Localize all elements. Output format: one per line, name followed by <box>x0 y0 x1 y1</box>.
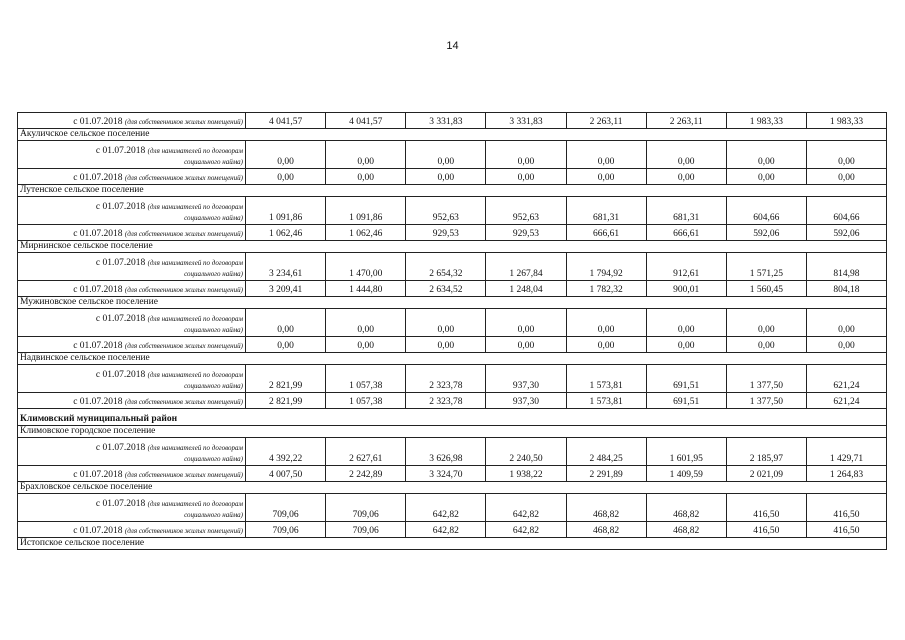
tariff-value-cell: 416,50 <box>726 522 806 538</box>
tariff-value-cell: 804,18 <box>806 281 886 297</box>
tariff-value-cell: 1 794,92 <box>566 253 646 281</box>
settlement-header-row <box>18 129 887 141</box>
tariff-value-cell: 681,31 <box>646 197 726 225</box>
row-label <box>18 197 246 225</box>
settlement-header-row <box>18 353 887 365</box>
tariff-value-cell: 709,06 <box>326 522 406 538</box>
tariff-value-cell: 0,00 <box>406 141 486 169</box>
tariff-value-cell: 0,00 <box>726 169 806 185</box>
row-date: с 01.07.2018 <box>95 370 146 380</box>
row-label <box>18 253 246 281</box>
settlement-header-row <box>18 297 887 309</box>
tariff-value-cell: 666,61 <box>646 225 726 241</box>
settlement-name: Климовское городское поселение <box>18 426 887 438</box>
row-note: (для нанимателей по договорам <box>147 147 243 155</box>
tariff-value-cell: 642,82 <box>406 522 486 538</box>
row-label <box>18 309 246 337</box>
settlement-name: Акуличское сельское поселение <box>18 129 887 141</box>
tariff-value-cell: 468,82 <box>646 494 726 522</box>
tariff-value-cell: 1 938,22 <box>486 466 566 482</box>
row-label <box>18 113 246 129</box>
tariff-value-cell: 2 323,78 <box>406 365 486 393</box>
tariff-value-cell: 952,63 <box>486 197 566 225</box>
settlement-name: Лутенское сельское поселение <box>18 185 887 197</box>
table-row <box>18 466 887 482</box>
tariff-value-cell: 642,82 <box>486 522 566 538</box>
tariff-value-cell: 416,50 <box>806 494 886 522</box>
tariff-value-cell: 0,00 <box>726 309 806 337</box>
tariff-value-cell: 3 331,83 <box>406 113 486 129</box>
row-label <box>18 494 246 522</box>
district-name: Климовский муниципальный район <box>18 409 887 426</box>
tariff-value-cell: 1 573,81 <box>566 393 646 409</box>
tariff-value-cell: 709,06 <box>246 522 326 538</box>
tariff-value-cell: 2 323,78 <box>406 393 486 409</box>
tariff-value-cell: 0,00 <box>406 337 486 353</box>
tariff-value-cell: 952,63 <box>406 197 486 225</box>
tariff-value-cell: 0,00 <box>726 141 806 169</box>
tariff-value-cell: 2 242,89 <box>326 466 406 482</box>
tariff-value-cell: 592,06 <box>726 225 806 241</box>
row-date: с 01.07.2018 <box>73 470 123 480</box>
row-label <box>18 365 246 393</box>
tariff-value-cell: 1 377,50 <box>726 365 806 393</box>
table-row <box>18 337 887 353</box>
row-date: с 01.07.2018 <box>73 117 123 127</box>
tariff-value-cell: 3 209,41 <box>246 281 326 297</box>
tariff-value-cell: 0,00 <box>486 169 566 185</box>
row-date: с 01.07.2018 <box>95 146 146 156</box>
tariff-value-cell: 0,00 <box>806 309 886 337</box>
table-row <box>18 393 887 409</box>
settlement-header-row <box>18 185 887 197</box>
tariff-value-cell: 1 429,71 <box>806 438 886 466</box>
tariff-value-cell: 0,00 <box>646 309 726 337</box>
tariff-value-cell: 1 560,45 <box>726 281 806 297</box>
tariff-value-cell: 1 377,50 <box>726 393 806 409</box>
settlement-header-row <box>18 538 887 550</box>
row-note: (для собственников жилых помещений) <box>124 342 243 350</box>
row-date: с 01.07.2018 <box>95 202 146 212</box>
tariff-value-cell: 3 234,61 <box>246 253 326 281</box>
tariff-value-cell: 1 264,83 <box>806 466 886 482</box>
tariff-value-cell: 0,00 <box>646 169 726 185</box>
tariff-value-cell: 2 627,61 <box>326 438 406 466</box>
tariff-value-cell: 666,61 <box>566 225 646 241</box>
row-label <box>18 281 246 297</box>
table-row <box>18 253 887 281</box>
tariff-value-cell: 2 634,52 <box>406 281 486 297</box>
row-note: (для нанимателей по договорам <box>147 259 243 267</box>
tariff-value-cell: 1 091,86 <box>246 197 326 225</box>
tariff-value-cell: 709,06 <box>246 494 326 522</box>
tariff-value-cell: 2 821,99 <box>246 365 326 393</box>
row-note: социального найма) <box>184 270 243 278</box>
tariff-value-cell: 691,51 <box>646 393 726 409</box>
tariff-value-cell: 642,82 <box>486 494 566 522</box>
tariff-value-cell: 0,00 <box>326 309 406 337</box>
row-note: (для собственников жилых помещений) <box>124 174 243 182</box>
row-note: (для нанимателей по договорам <box>147 203 243 211</box>
tariff-value-cell: 642,82 <box>406 494 486 522</box>
table-row <box>18 494 887 522</box>
tariff-value-cell: 621,24 <box>806 393 886 409</box>
tariff-value-cell: 1 062,46 <box>326 225 406 241</box>
tariff-value-cell: 709,06 <box>326 494 406 522</box>
tariff-value-cell: 1 057,38 <box>326 365 406 393</box>
tariff-value-cell: 900,01 <box>646 281 726 297</box>
row-date: с 01.07.2018 <box>95 443 146 453</box>
row-date: с 01.07.2018 <box>73 285 123 295</box>
row-note: (для собственников жилых помещений) <box>124 230 243 238</box>
row-date: с 01.07.2018 <box>95 314 146 324</box>
row-label <box>18 466 246 482</box>
tariff-value-cell: 4 041,57 <box>246 113 326 129</box>
tariff-value-cell: 1 062,46 <box>246 225 326 241</box>
settlement-name: Надвинское сельское поселение <box>18 353 887 365</box>
tariff-value-cell: 4 392,22 <box>246 438 326 466</box>
tariff-value-cell: 1 091,86 <box>326 197 406 225</box>
tariff-value-cell: 2 021,09 <box>726 466 806 482</box>
row-note: социального найма) <box>184 382 243 390</box>
tariff-value-cell: 2 484,25 <box>566 438 646 466</box>
tariff-value-cell: 0,00 <box>246 309 326 337</box>
tariff-value-cell: 416,50 <box>726 494 806 522</box>
table-row <box>18 197 887 225</box>
settlement-header-row <box>18 482 887 494</box>
settlement-header-row <box>18 426 887 438</box>
tariff-value-cell: 0,00 <box>406 169 486 185</box>
row-note: (для нанимателей по договорам <box>147 444 243 452</box>
tariff-value-cell: 2 263,11 <box>566 113 646 129</box>
tariff-value-cell: 592,06 <box>806 225 886 241</box>
row-date: с 01.07.2018 <box>95 258 146 268</box>
tariff-value-cell: 604,66 <box>726 197 806 225</box>
tariff-value-cell: 691,51 <box>646 365 726 393</box>
settlement-name: Мирнинское сельское поселение <box>18 241 887 253</box>
table-row <box>18 365 887 393</box>
table-row <box>18 522 887 538</box>
row-note: (для собственников жилых помещений) <box>124 527 243 535</box>
tariff-value-cell: 4 007,50 <box>246 466 326 482</box>
row-date: с 01.07.2018 <box>95 499 146 509</box>
tariff-value-cell: 0,00 <box>246 141 326 169</box>
tariff-value-cell: 681,31 <box>566 197 646 225</box>
tariff-value-cell: 3 331,83 <box>486 113 566 129</box>
row-date: с 01.07.2018 <box>73 526 123 536</box>
row-note: социального найма) <box>184 511 243 519</box>
settlement-name: Мужиновское сельское поселение <box>18 297 887 309</box>
tariff-value-cell: 0,00 <box>566 309 646 337</box>
tariff-value-cell: 0,00 <box>566 337 646 353</box>
table-row <box>18 438 887 466</box>
page-number: 14 <box>446 40 459 52</box>
table-row <box>18 309 887 337</box>
tariff-value-cell: 0,00 <box>806 337 886 353</box>
tariff-value-cell: 0,00 <box>406 309 486 337</box>
row-note: (для нанимателей по договорам <box>147 500 243 508</box>
tariff-value-cell: 1 983,33 <box>806 113 886 129</box>
tariff-value-cell: 2 654,32 <box>406 253 486 281</box>
row-note: социального найма) <box>184 326 243 334</box>
tariff-value-cell: 2 240,50 <box>486 438 566 466</box>
tariff-value-cell: 0,00 <box>246 169 326 185</box>
tariff-value-cell: 0,00 <box>486 309 566 337</box>
tariff-value-cell: 0,00 <box>326 169 406 185</box>
row-label <box>18 438 246 466</box>
tariff-value-cell: 0,00 <box>326 337 406 353</box>
tariff-value-cell: 937,30 <box>486 393 566 409</box>
tariff-value-cell: 0,00 <box>646 141 726 169</box>
tariff-value-cell: 1 601,95 <box>646 438 726 466</box>
row-note: социального найма) <box>184 158 243 166</box>
tariff-value-cell: 929,53 <box>406 225 486 241</box>
tariff-value-cell: 2 821,99 <box>246 393 326 409</box>
tariff-value-cell: 0,00 <box>566 141 646 169</box>
tariff-value-cell: 468,82 <box>566 522 646 538</box>
row-note: (для собственников жилых помещений) <box>124 286 243 294</box>
tariff-value-cell: 2 185,97 <box>726 438 806 466</box>
row-label <box>18 393 246 409</box>
district-header-row <box>18 409 887 426</box>
row-date: с 01.07.2018 <box>73 229 123 239</box>
tariff-value-cell: 1 573,81 <box>566 365 646 393</box>
tariff-value-cell: 0,00 <box>486 141 566 169</box>
row-note: социального найма) <box>184 214 243 222</box>
tariff-value-cell: 416,50 <box>806 522 886 538</box>
tariff-value-cell: 1 983,33 <box>726 113 806 129</box>
row-label <box>18 141 246 169</box>
tariff-value-cell: 0,00 <box>486 337 566 353</box>
tariff-value-cell: 912,61 <box>646 253 726 281</box>
settlement-name: Истопское сельское поселение <box>18 538 887 550</box>
tariff-value-cell: 3 626,98 <box>406 438 486 466</box>
table-row <box>18 113 887 129</box>
settlement-name: Брахловское сельское поселение <box>18 482 887 494</box>
tariff-value-cell: 4 041,57 <box>326 113 406 129</box>
row-note: (для собственников жилых помещений) <box>124 118 243 126</box>
row-label <box>18 522 246 538</box>
row-note: (для собственников жилых помещений) <box>124 471 243 479</box>
tariff-value-cell: 1 571,25 <box>726 253 806 281</box>
table-row <box>18 225 887 241</box>
tariff-value-cell: 3 324,70 <box>406 466 486 482</box>
row-note: (для собственников жилых помещений) <box>124 398 243 406</box>
tariff-value-cell: 1 057,38 <box>326 393 406 409</box>
tariff-value-cell: 0,00 <box>726 337 806 353</box>
row-note: (для нанимателей по договорам <box>147 371 243 379</box>
tariff-value-cell: 1 409,59 <box>646 466 726 482</box>
row-date: с 01.07.2018 <box>73 173 123 183</box>
tariff-value-cell: 1 782,32 <box>566 281 646 297</box>
row-label <box>18 337 246 353</box>
tariff-value-cell: 468,82 <box>566 494 646 522</box>
row-note: социального найма) <box>184 455 243 463</box>
tariff-value-cell: 1 267,84 <box>486 253 566 281</box>
tariff-value-cell: 2 291,89 <box>566 466 646 482</box>
tariff-value-cell: 1 470,00 <box>326 253 406 281</box>
tariff-value-cell: 0,00 <box>806 169 886 185</box>
table-row <box>18 169 887 185</box>
tariff-value-cell: 1 248,04 <box>486 281 566 297</box>
tariff-value-cell: 0,00 <box>566 169 646 185</box>
tariff-value-cell: 814,98 <box>806 253 886 281</box>
tariff-value-cell: 0,00 <box>806 141 886 169</box>
tariff-value-cell: 468,82 <box>646 522 726 538</box>
row-note: (для нанимателей по договорам <box>147 315 243 323</box>
tariff-table <box>17 112 887 550</box>
row-label <box>18 225 246 241</box>
tariff-value-cell: 937,30 <box>486 365 566 393</box>
table-row <box>18 281 887 297</box>
tariff-value-cell: 604,66 <box>806 197 886 225</box>
tariff-value-cell: 929,53 <box>486 225 566 241</box>
table-row <box>18 141 887 169</box>
tariff-value-cell: 0,00 <box>326 141 406 169</box>
row-label <box>18 169 246 185</box>
row-date: с 01.07.2018 <box>73 341 123 351</box>
tariff-value-cell: 0,00 <box>246 337 326 353</box>
settlement-header-row <box>18 241 887 253</box>
tariff-value-cell: 621,24 <box>806 365 886 393</box>
tariff-value-cell: 1 444,80 <box>326 281 406 297</box>
tariff-value-cell: 2 263,11 <box>646 113 726 129</box>
tariff-value-cell: 0,00 <box>646 337 726 353</box>
row-date: с 01.07.2018 <box>73 397 123 407</box>
